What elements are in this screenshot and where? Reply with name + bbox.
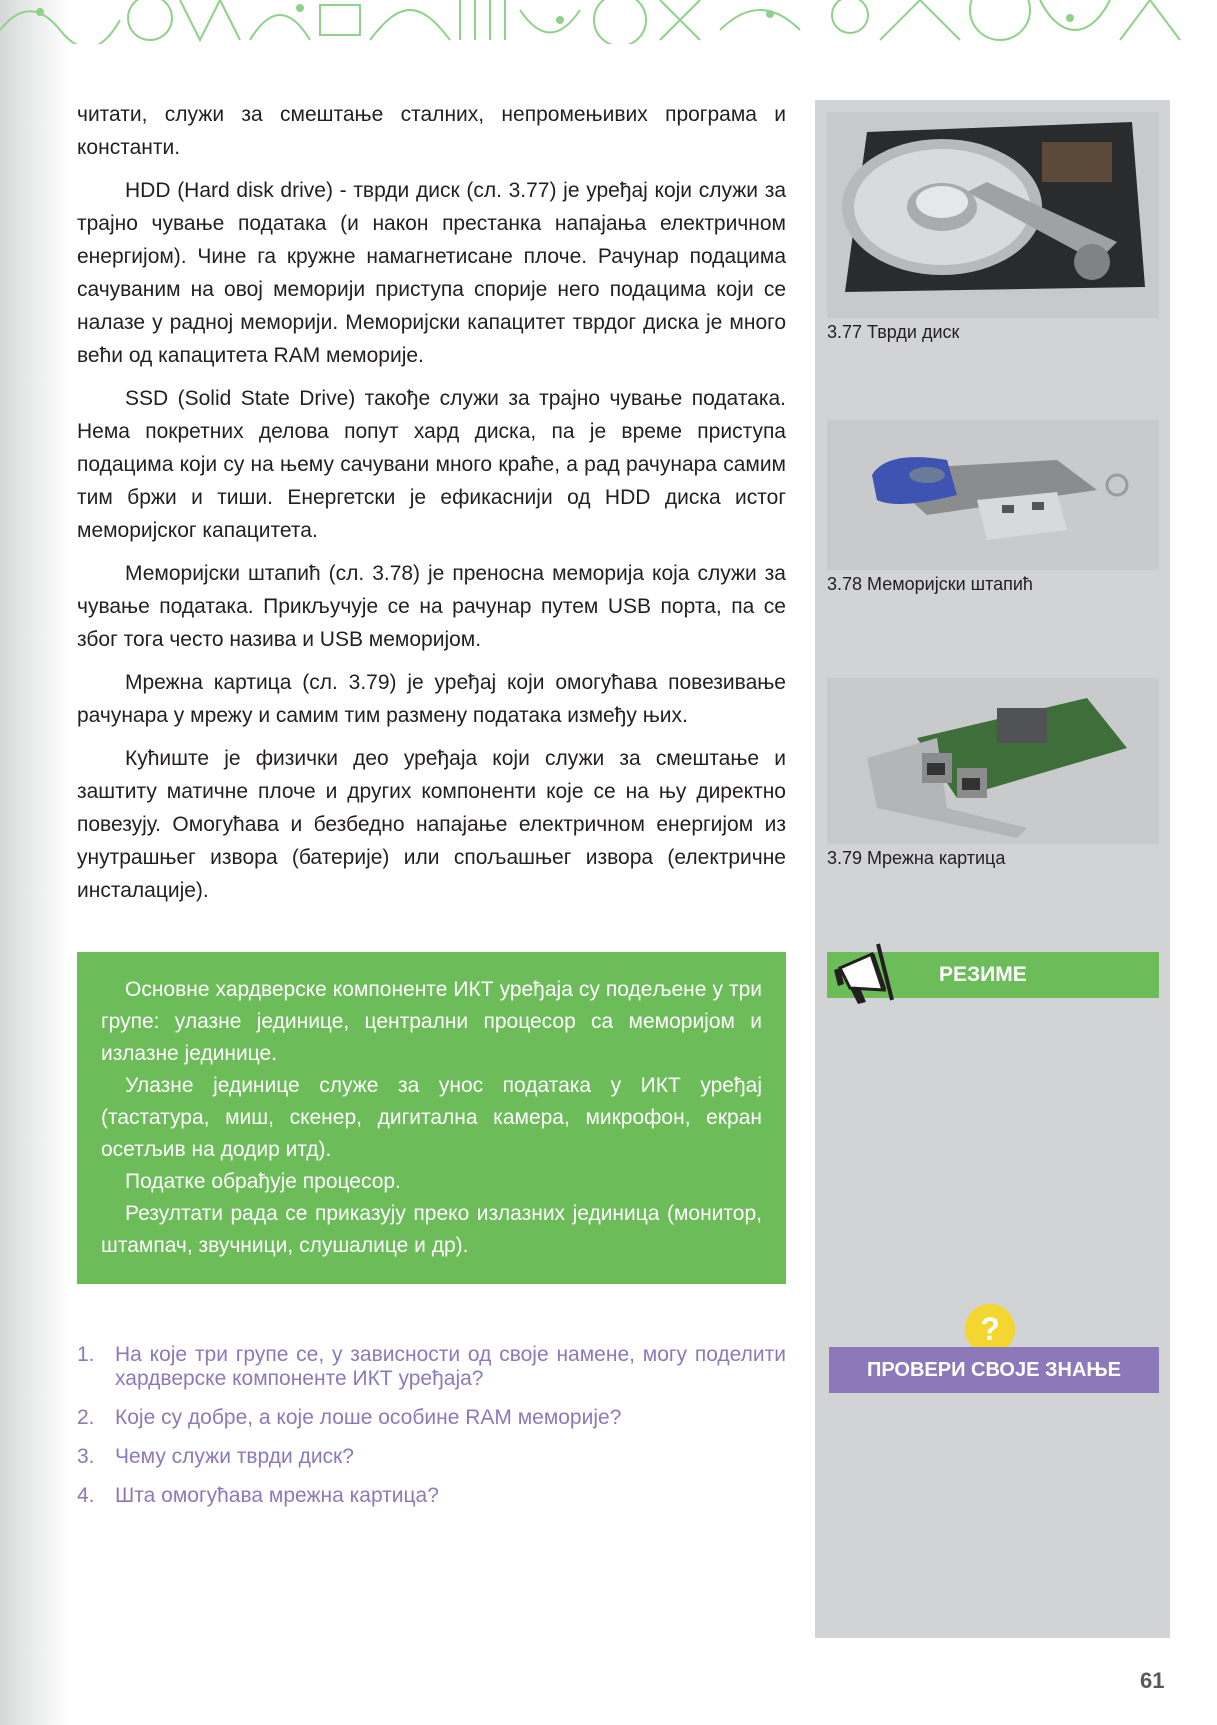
- caption-nic: 3.79 Мрежна картица: [827, 848, 1006, 868]
- main-text: [77, 98, 786, 917]
- summary-heading: РЕЗИМЕ: [939, 963, 1027, 986]
- question-item: [77, 1445, 786, 1469]
- paragraph-ssd: SSD (Solid State Drive) такође служи за трајно чување података. Нема покретних делова попут хард диска, па је време приступа подацима који су на њему сачувани много краће, а рад рачунара самим тим бржи и тиши. Енергетски је ефикаснији од HDD диска истог меморијског капацитета.: [77, 387, 786, 542]
- paragraph-hdd: HDD (Hard disk drive) - тврди диск (сл. 3.77) је уређај који служи за трајно чување података (и након престанка напајања електричном енергијом). Чине га кружне намагнетисане плоче. Рачунар подацима сачуваним на овој меморији приступа спорије него подацима који се налазе у радној меморији. Меморијски капацитет тврдог диска је много већи од капацитета RAM меморије.: [77, 179, 786, 367]
- question-text: На које три групе се, у зависности од своје намене, могу поделити хардверске компоненте ИКТ уређаја?: [115, 1343, 786, 1390]
- quiz-heading-bar: [829, 1347, 1159, 1393]
- summary-paragraph: Резултати рада се приказују преко излазних јединица (монитор, штампач, звучници, слушалице и др).: [101, 1202, 762, 1257]
- question-text: Које су добре, а које лоше особине RAM меморије?: [115, 1406, 622, 1429]
- figure-hdd: [827, 112, 1159, 343]
- question-item: [77, 1406, 786, 1430]
- question-number: 4.: [77, 1484, 95, 1507]
- quiz-questions: [77, 1343, 786, 1523]
- question-text: Чему служи тврди диск?: [115, 1445, 354, 1468]
- figure-usb: [827, 420, 1159, 595]
- question-item: [77, 1484, 786, 1508]
- megaphone-icon: [832, 940, 902, 1015]
- nic-image: [827, 678, 1159, 844]
- quiz-heading: ПРОВЕРИ СВОЈЕ ЗНАЊЕ: [866, 1359, 1122, 1381]
- summary-paragraph: Податке обрађује процесор.: [125, 1170, 401, 1193]
- usb-image: [827, 420, 1159, 570]
- question-number: 3.: [77, 1445, 95, 1468]
- question-number: 1.: [77, 1343, 95, 1366]
- question-mark-glyph: ?: [980, 1311, 1000, 1347]
- question-number: 2.: [77, 1406, 95, 1429]
- paragraph-usb: Меморијски штапић (сл. 3.78) је преносна меморија која служи за чување података. Прикључује се на рачунар путем USB порта, па се због тога често назива и USB меморијом.: [77, 562, 786, 651]
- summary-paragraph: Основне хардверске компоненте ИКТ уређаја су подељене у три групе: улазне јединице, централни процесор са меморијом и излазне јединице.: [101, 978, 762, 1065]
- page-number: 61: [1140, 1668, 1165, 1693]
- caption-usb: 3.78 Меморијски штапић: [827, 574, 1033, 594]
- paragraph-nic: Мрежна картица (сл. 3.79) је уређај који омогућава повезивање рачунара у мрежу и самим тим размену података између њих.: [77, 671, 786, 727]
- figure-nic: [827, 678, 1159, 869]
- summary-paragraph: Улазне јединице служе за унос података у ИКТ уређај (тастатура, миш, скенер, дигитална камера, микрофон, екран осетљив на додир итд).: [101, 1074, 762, 1161]
- page-edge-shadow: [0, 0, 70, 1725]
- question-item: [77, 1343, 786, 1391]
- question-text: Шта омогућава мрежна картица?: [115, 1484, 439, 1507]
- decorative-header: [0, 0, 1217, 44]
- paragraph-case: Кућиште је физички део уређаја који служи за смештање и заштиту матичне плоче и других компоненти које се на њу директно повезују. Омогућава и безбедно напајање електричном енергијом из унутрашњег извора (батерије) или спољашњег извора (електричне инсталације).: [77, 747, 786, 902]
- hdd-image: [827, 112, 1159, 318]
- summary-box: [77, 952, 786, 1284]
- paragraph-rom: читати, служи за смештање сталних, непромењивих програма и константи.: [77, 103, 786, 159]
- caption-hdd: 3.77 Тврди диск: [827, 322, 960, 342]
